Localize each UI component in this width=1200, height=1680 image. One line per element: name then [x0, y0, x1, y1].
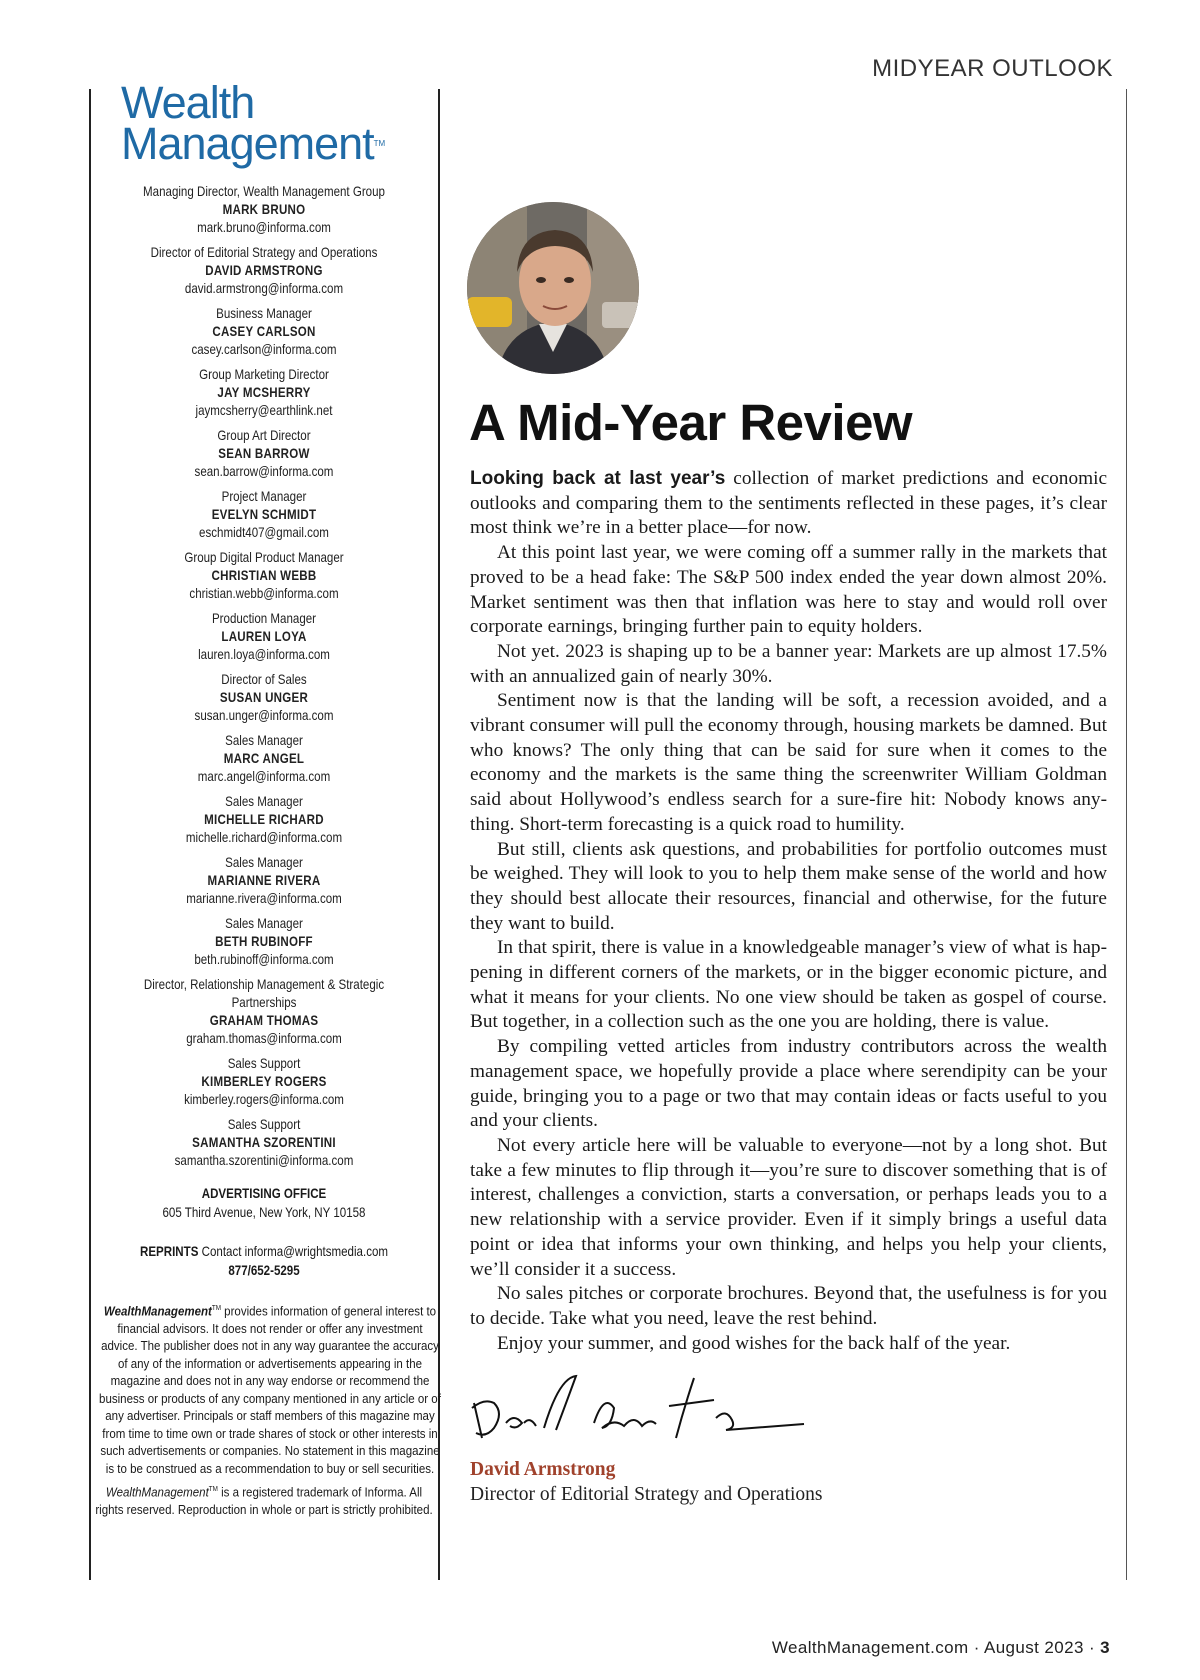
article-paragraph: But still, clients ask questions, and probabilities for portfolio outcomes must be weighed. They will look to you to help them make sense of the world and how they should best allocate their resources, financial and otherwise, for the future they want to build.: [470, 838, 1107, 934]
staff-name: MARC ANGEL: [223, 751, 305, 766]
advertising-office-heading: ADVERTISING OFFICE: [201, 1186, 327, 1201]
staff-role: Sales Manager: [225, 855, 303, 870]
staff-name: CHRISTIAN WEBB: [211, 568, 317, 583]
article-paragraph: Sentiment now is that the landing will be soft, a recession avoided, and a vibrant consumer will pull the economy through, housing markets be damned. But who knows? The only thing that can be said for sure when it comes to the economy and the markets is the same thing the screenwriter William Goldman said about Hollywood’s endless search for a sure-fire hit: Nobody knows anything. Short-term forecasting is a quick road to humility.: [470, 690, 1107, 835]
logo-tm: TM: [373, 139, 386, 148]
article-paragraph: Not every article here will be valuable to everyone—not by a long shot. But take a few minutes to flip through it—you’re sure to discover something that is of interest, challenges a conviction, starts a conversation, or perhaps leads you to a new relationship with a service provider. Even if it simply brings a useful data point or idea that informs your own thinking, and helps you help your clients, we’ll consider it a success.: [470, 1134, 1107, 1280]
staff-email: beth.rubinoff@informa.com: [194, 952, 334, 967]
wealth-management-logo: [121, 77, 436, 169]
staff-entry: [92, 915, 436, 969]
staff-entry: [92, 976, 436, 1048]
advertising-office-address: 605 Third Avenue, New York, NY 10158: [162, 1205, 366, 1220]
staff-name: CASEY CARLSON: [212, 324, 316, 339]
logo-line-1: Wealth: [121, 77, 255, 128]
logo-line-2: Management: [121, 118, 374, 169]
staff-role: Sales Manager: [225, 733, 303, 748]
staff-entry: [92, 183, 436, 237]
section-label: MIDYEAR OUTLOOK: [872, 55, 1113, 82]
staff-role: Project Manager: [221, 489, 307, 504]
staff-email: casey.carlson@informa.com: [191, 342, 337, 357]
staff-email: kimberley.rogers@informa.com: [184, 1092, 344, 1107]
staff-email: jaymcsherry@earthlink.net: [195, 403, 333, 418]
masthead-column: [92, 77, 441, 1519]
staff-entry: [92, 1116, 436, 1170]
staff-role: Group Art Director: [217, 428, 311, 443]
article-paragraph: At this point last year, we were coming off a summer rally in the markets that proved to be a head fake: The S&P 500 index ended the year down almost 20%. Market sentiment was then that inflation was here to stay and would roll over corporate earnings, bringing further pain to equity holders.: [470, 542, 1107, 638]
staff-name: MARK BRUNO: [222, 202, 306, 217]
author-photo: [467, 202, 639, 374]
staff-name: MARIANNE RIVERA: [207, 873, 321, 888]
staff-role: Sales Manager: [225, 794, 303, 809]
staff-entry: [92, 732, 436, 786]
staff-name: DAVID ARMSTRONG: [205, 263, 323, 278]
staff-name: SUSAN UNGER: [219, 690, 309, 705]
left-rule: [89, 89, 91, 1580]
trademark-notice: WealthManagement™ is a registered trademark of Informa. All rights reserved. Reproduction in whole or part is strictly prohibited.: [95, 1484, 433, 1518]
staff-entry: [92, 793, 436, 847]
staff-entry: [92, 1055, 436, 1109]
article-headline: A Mid-Year Review: [469, 394, 913, 451]
staff-name: SEAN BARROW: [218, 446, 310, 461]
staff-entry: [92, 488, 436, 542]
article-paragraph-text: collection of market predictions and economic outlooks and comparing them to the sentiments reflected in these pages, it’s clear most think we’re in a better place—for now.: [470, 468, 1108, 539]
author-signature: [464, 1368, 824, 1458]
staff-role: Director, Relationship Management & Strategic Partnerships: [143, 977, 385, 1010]
staff-name: LAUREN LOYA: [221, 629, 307, 644]
staff-email: sean.barrow@informa.com: [194, 464, 334, 479]
right-rule: [1126, 89, 1127, 1580]
staff-name: KIMBERLEY ROGERS: [201, 1074, 327, 1089]
staff-email: marianne.rivera@informa.com: [186, 891, 342, 906]
staff-entry: [92, 244, 436, 298]
staff-entry: [92, 671, 436, 725]
staff-email: graham.thomas@informa.com: [186, 1031, 342, 1046]
staff-email: mark.bruno@informa.com: [197, 220, 331, 235]
staff-email: david.armstrong@informa.com: [184, 281, 344, 296]
staff-role: Sales Support: [227, 1056, 301, 1071]
article-lead: Looking back at last year’s: [470, 468, 726, 489]
staff-entry: [92, 854, 436, 908]
staff-entry: [92, 549, 436, 603]
staff-name: BETH RUBINOFF: [215, 934, 313, 949]
footer-date: August 2023: [983, 1638, 1084, 1657]
staff-entry: [92, 427, 436, 481]
staff-role: Managing Director, Wealth Management Group: [143, 184, 385, 199]
reprints-contact: Contact informa@wrightsmedia.com: [201, 1244, 389, 1259]
staff-role: Director of Sales: [221, 672, 307, 687]
staff-name: JAY MCSHERRY: [217, 385, 311, 400]
author-title: Director of Editorial Strategy and Operations: [470, 1484, 823, 1505]
staff-name: MICHELLE RICHARD: [204, 812, 324, 827]
article-paragraph: [470, 467, 1107, 541]
article-paragraph: By compiling vetted articles from industry contributors across the wealth management space, we hopefully provide a place where serendipity can be your guide, bringing you to a page or two that may contain ideas or facts useful to you and your clients.: [470, 1036, 1107, 1132]
reprints-label: REPRINTS: [139, 1244, 199, 1259]
staff-entry: [92, 366, 436, 420]
trademark-text: is a registered trademark of Informa. All rights reserved. Reproduction in whole or part is strictly prohibited.: [95, 1484, 433, 1518]
article-paragraph: In that spirit, there is value in a knowledgeable manager’s view of what is happening in different corners of the markets, or in the bigger economic picture, and what it means for your clients. No one view should be taken as gospel of course. But together, in a collection such as the one you are holding, there is value.: [470, 937, 1107, 1033]
staff-email: christian.webb@informa.com: [189, 586, 339, 601]
staff-email: marc.angel@informa.com: [197, 769, 331, 784]
article-paragraph: Not yet. 2023 is shaping up to be a banner year: Markets are up almost 17.5% with an annualized gain of nearly 30%.: [470, 640, 1107, 687]
staff-email: michelle.richard@informa.com: [185, 830, 343, 845]
staff-email: susan.unger@informa.com: [194, 708, 334, 723]
staff-list: [92, 183, 436, 1170]
staff-name: SAMANTHA SZORENTINI: [192, 1135, 336, 1150]
footer-site: WealthManagement.com: [771, 1638, 969, 1657]
reprints: [92, 1242, 436, 1280]
footer-separator: ·: [973, 1638, 980, 1657]
article-paragraph: No sales pitches or corporate brochures. Beyond that, the usefulness is for you to decide. Take what you need, leave the rest behind.: [470, 1283, 1107, 1329]
author-portrait-image: [467, 202, 639, 374]
page-footer: [772, 1638, 1110, 1658]
staff-entry: [92, 305, 436, 359]
staff-name: GRAHAM THOMAS: [209, 1013, 319, 1028]
article-body: [470, 467, 1107, 1356]
page-number: 3: [1100, 1638, 1110, 1657]
staff-role: Production Manager: [211, 611, 317, 626]
staff-role: Director of Editorial Strategy and Operations: [150, 245, 378, 260]
trademark-brand: WealthManagement: [105, 1484, 209, 1500]
staff-name: EVELYN SCHMIDT: [211, 507, 317, 522]
disclaimer-text: provides information of general interest to financial advisors. It does not render or offer any investment advice. The publisher does not in any way guarantee the accuracy of any of the information or advertisements appearing in the magazine and does not in any way endorse or recommend the business or products of any company mentioned in any article or of any advertiser. Principals or staff members of this magazine may from time to time own or trade shares of stock or other interests in such advertisements or companies. No statement in this magazine is to be construed as a recommendation to buy or sell securities.: [99, 1303, 441, 1476]
staff-role: Group Digital Product Manager: [184, 550, 344, 565]
advertising-office: [92, 1184, 436, 1222]
byline: [470, 1457, 823, 1507]
staff-email: lauren.loya@informa.com: [198, 647, 330, 662]
reprints-phone: 877/652-5295: [228, 1263, 300, 1278]
staff-role: Group Marketing Director: [199, 367, 329, 382]
disclaimer: WealthManagement™ provides information of general interest to financial advisors. It does not render or offer any investment advice. The publisher does not in any way guarantee the accuracy of any of the information or advertisements appearing in the magazine and does not in any way endorse or recommend the business or products of any company mentioned in any article or of any advertiser. Principals or staff members of this magazine may from time to time own or trade shares of stock or other interests in such advertisements or companies. No statement in this magazine is to be construed as a recommendation to buy or sell securities.: [99, 1303, 441, 1476]
staff-email: samantha.szorentini@informa.com: [174, 1153, 354, 1168]
disclaimer-brand: WealthManagement: [103, 1303, 212, 1319]
article-paragraph: Enjoy your summer, and good wishes for the back half of the year.: [497, 1332, 1011, 1354]
staff-role: Sales Support: [227, 1117, 301, 1132]
footer-separator: ·: [1088, 1638, 1096, 1657]
staff-entry: [92, 610, 436, 664]
staff-email: eschmidt407@gmail.com: [199, 525, 329, 540]
staff-role: Business Manager: [216, 306, 312, 321]
author-name: David Armstrong: [470, 1459, 616, 1480]
staff-role: Sales Manager: [225, 916, 303, 931]
